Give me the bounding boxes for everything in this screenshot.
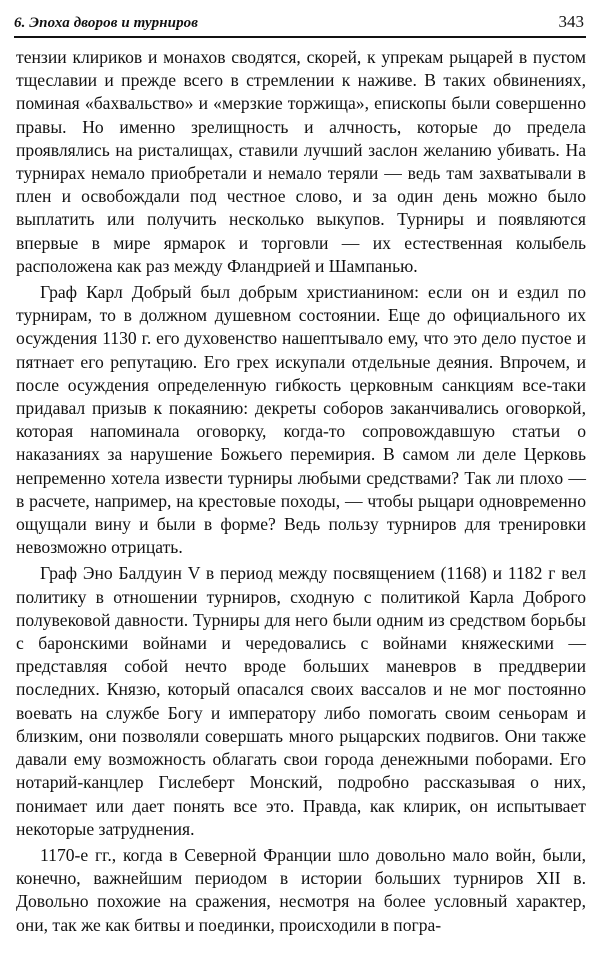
body-text (16, 46, 586, 940)
paragraph-1: тензии клириков и монахов сводятся, скорей, к упрекам рыцарей в пустом тщеславии и прежде всего в стремлении к наживе. В таких обвинениях, поминая «бахвальство» и «мерзкие торжища», епископы были совершенно правы. Но именно зрелищность и алчность, которые до предела проявлялись на ристалищах, ставили лучший заслон желанию убивать. На турнирах немало приобретали и немало теряли — ведь там захватывали в плен и освобождали под честное слово, и за один день можно было выплатить или получить несколько выкупов. Турниры и появляются впервые в мире ярмарок и торговли — их естественная колыбель расположена как раз между Фландрией и Шампанью. (16, 47, 586, 276)
paragraph-3: Граф Эно Балдуин V в период между посвящением (1168) и 1182 г вел политику в отношении турниров, сходную с политикой Карла Доброго полувековой давности. Турниры для него были одним из средством борьбы с баронскими войнами и чередовались с войнами княжескими — представляя собой нечто вроде больших маневров в преддверии последних. Князю, который опасался своих вассалов и не мог постоянно воевать на службе Богу и императору либо помогать своим сеньорам и близким, они позволяли совершать много рыцарских подвигов. Они также давали ему возможность облагать свои города денежными поборами. Его нотарий-канцлер Гислеберт Монский, подробно рассказывая о них, понимает или дает понять все это. Правда, как клирик, он испытывает некоторые затруднения. (16, 563, 586, 839)
paragraph-4: 1170-е гг., когда в Северной Франции шло довольно мало войн, были, конечно, важнейшим периодом в истории больших турниров XII в. Довольно похожие на сражения, несмотря на более условный характер, они, так же как битвы и поединки, происходили в погра- (16, 844, 586, 935)
chapter-title: 6. Эпоха дворов и турниров (14, 15, 199, 31)
running-header (14, 8, 586, 38)
page-number: 343 (558, 12, 584, 31)
paragraph-2: Граф Карл Добрый был добрым христианином: если он и ездил по турнирам, то в должном душевном состоянии. Еще до официального их осуждения 1130 г. его духовенство нашептывало ему, что это дело пустое и пятнает его репутацию. Его грех искупали отдельные деяния. Впрочем, и после осуждения определенную гибкость церковным санкциям все-таки придавал призыв к покаянию: декреты соборов заканчивались оговоркой, которая напоминала оговорку, когда-то сопровождавшую статьи о наказаниях за нарушение Божьего перемирия. В самом ли деле Церковь непременно хотела извести турниры любыми средствами? Так ли плохо — в расчете, например, на крестовые походы, — чтобы рыцари одновременно ощущали вину и были в форме? Ведь пользу турниров для тренировки невозможно отрицать. (16, 282, 586, 558)
